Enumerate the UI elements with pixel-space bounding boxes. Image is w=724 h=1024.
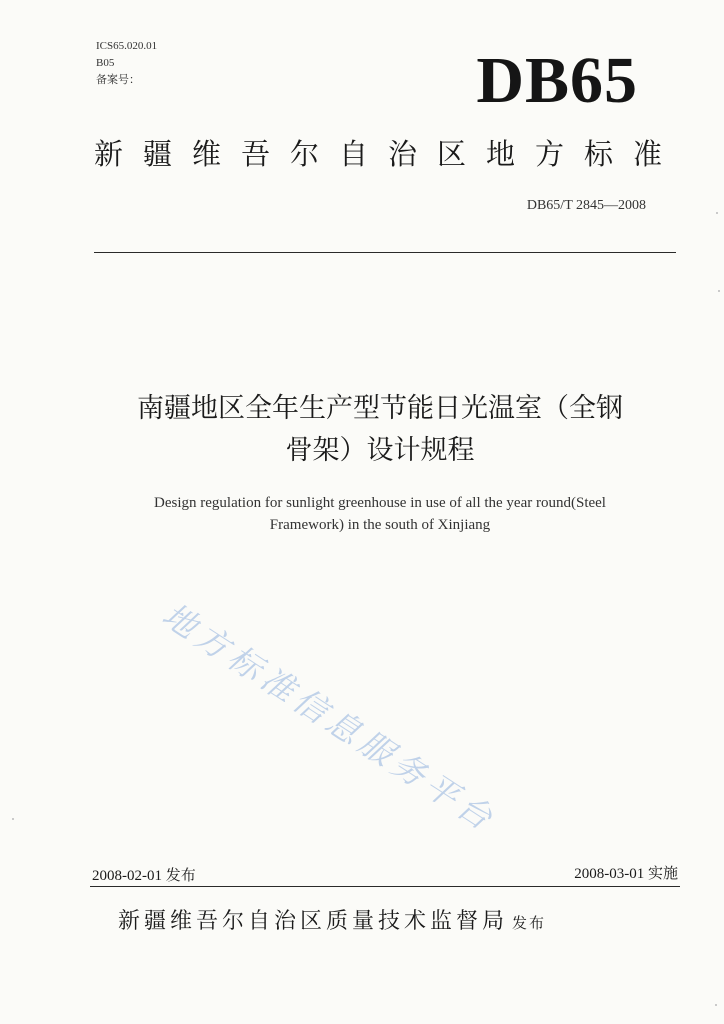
title-cn-line-1: 南疆地区全年生产型节能日光温室（全钢 bbox=[137, 393, 623, 424]
issuing-authority bbox=[118, 904, 546, 935]
top-divider bbox=[94, 252, 676, 253]
scan-speck bbox=[718, 290, 720, 292]
ics-code: ICS65.020.01 bbox=[96, 40, 158, 52]
title-en-line-2: Framework) in the south of Xinjiang bbox=[269, 517, 491, 533]
ccs-code: B05 bbox=[96, 57, 115, 69]
watermark: 地方标准信息服务平台 bbox=[155, 595, 504, 841]
issue-date: 2008-02-01 发布 bbox=[92, 868, 196, 884]
scan-speck bbox=[12, 818, 14, 820]
bottom-divider bbox=[90, 886, 680, 887]
db65-logo: DB65 bbox=[476, 44, 638, 117]
document-title-en bbox=[90, 492, 670, 536]
title-en-line-1: Design regulation for sunlight greenhouse in use of all the year round(Steel bbox=[154, 495, 606, 511]
implementation-date: 2008-03-01 实施 bbox=[574, 866, 678, 882]
issuer-name: 新疆维吾尔自治区质量技术监督局 bbox=[118, 909, 509, 934]
issuer-suffix: 发布 bbox=[512, 914, 547, 932]
standard-number: DB65/T 2845—2008 bbox=[526, 198, 646, 213]
document-title-cn bbox=[70, 388, 690, 472]
scan-speck bbox=[716, 212, 718, 214]
scan-speck bbox=[715, 1004, 717, 1006]
region-standard-title: 新疆维吾尔自治区地方标准 bbox=[94, 137, 683, 171]
title-cn-line-2: 骨架）设计规程 bbox=[285, 435, 475, 466]
classification-codes bbox=[96, 38, 157, 89]
filing-number-label: 备案号： bbox=[96, 74, 140, 86]
